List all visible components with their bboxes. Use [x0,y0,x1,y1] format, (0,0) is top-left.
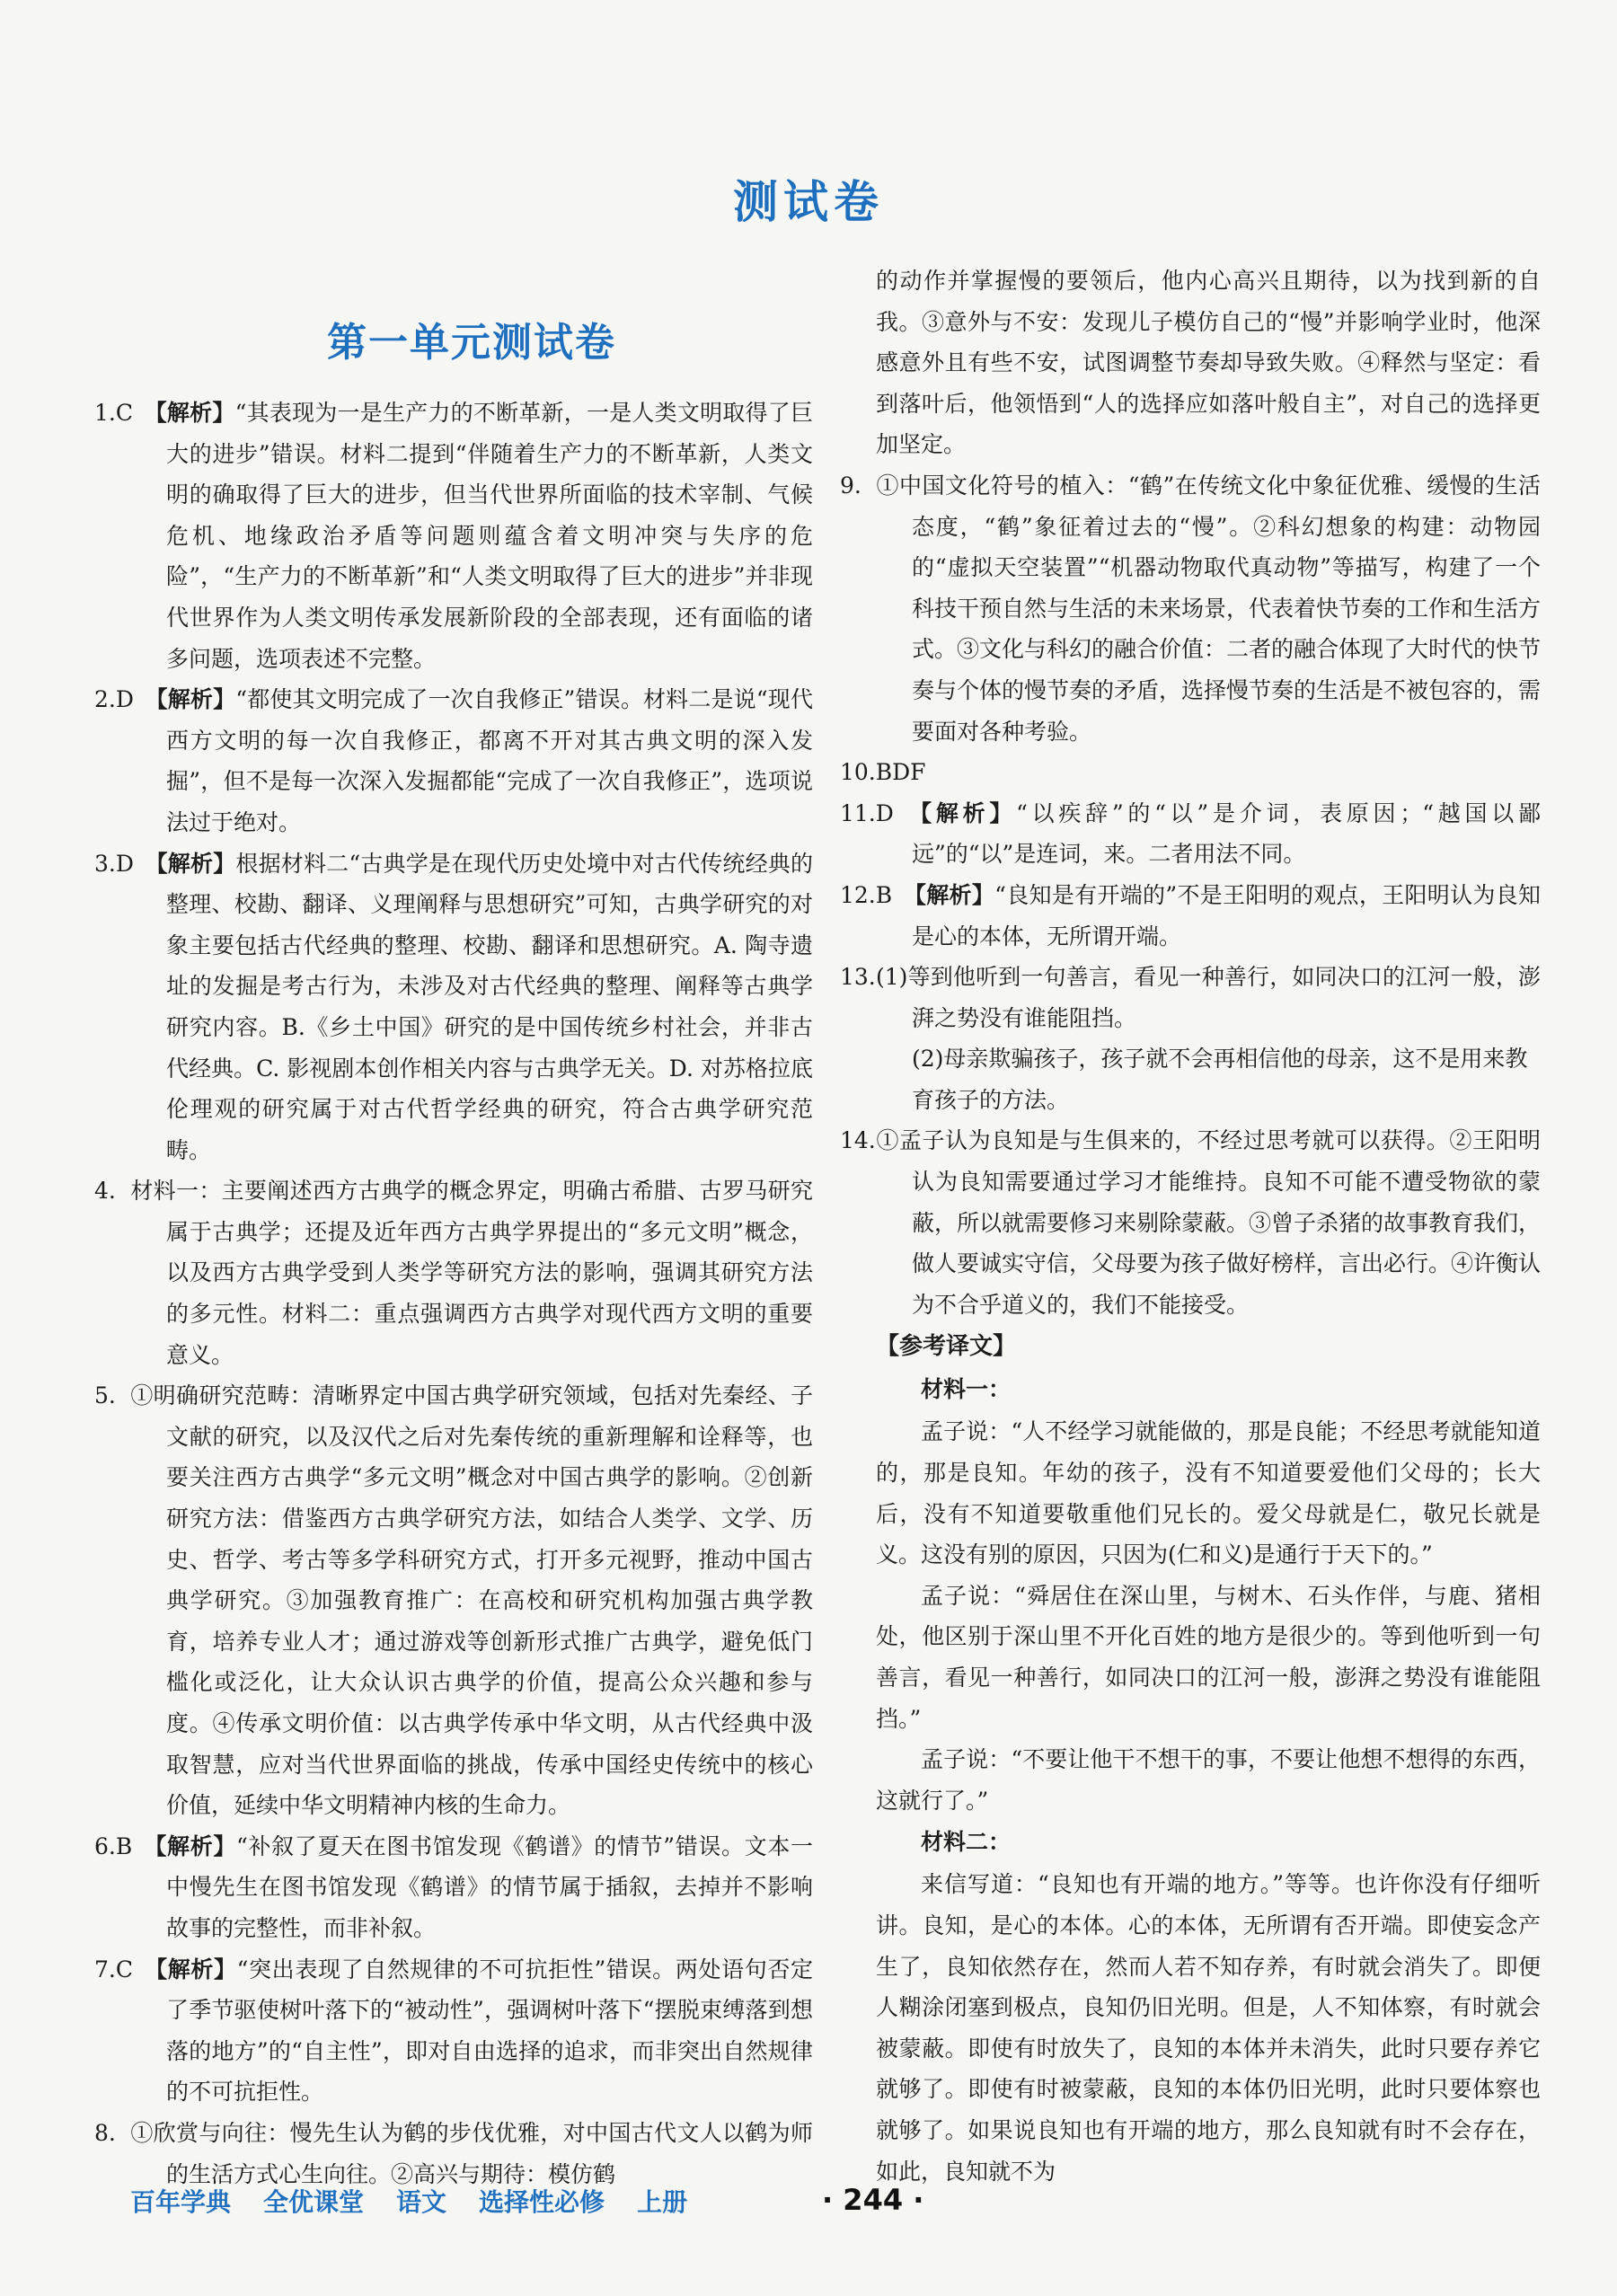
analysis-tag: 【解析】 [903,881,995,908]
answer-item: 8. ①欣赏与向往：慢先生认为鹤的步伐优雅，对中国古代文人以鹤为师的生活方式心生向往。②高兴与期待：模仿鹤 [94,2119,813,2187]
answer-text: ①中国文化符号的植入：“鹤”在传统文化中象征优雅、缓慢的生活态度，“鹤”象征着过去的“慢”。②科幻想象的构建：动物园的“虚拟天空装置”“机器动物取代真动物”等描写，构建了一个科技干预自然与生活的未来场景，代表着快节奏的工作和生活方式。③文化与科幻的融合价值：二者的融合体现了大时代的快节奏与个体的慢节奏的矛盾，选择慢节奏的生活是不被包容的，需要面对各种考验。 [876,472,1542,745]
answer-number: 3.D [94,850,146,877]
reference-title: 【参考译文】 [876,1333,1017,1361]
answer-text: 材料一：主要阐述西方古典学的概念界定，明确古希腊、古罗马研究属于古典学；还提及近年西方古典学界提出的“多元文明”概念，以及西方古典学受到人类学等研究方法的影响，强调其研究方法的多元性。材料二：重点强调西方古典学对现代西方文明的重要意义。 [130,1178,813,1368]
answer-number: 11.D [840,799,906,826]
analysis-tag: 【解析】 [905,799,1017,826]
answer-item: 13.(1)等到他听到一句善言，看见一种善行，如同决口的江河一般，澎湃之势没有谁能阻挡。 [840,964,1541,1031]
analysis-tag: 【解析】 [144,1956,237,1983]
answer-item [840,875,1541,957]
answer-item: 5. ①明确研究范畴：清晰界定中国古典学研究领域，包括对先秦经、子文献的研究，以及汉代之后对先秦传统的重新理解和诠释等，也要关注西方古典学“多元文明”概念对中国古典学的影响。②创新研究方法：借鉴西方古典学研究方法，如结合人类学、文学、历史、哲学、考古等多学科研究方式，打开多元视野，推动中国古典学研究。③加强教育推广：在高校和研究机构加强古典学教育，培养专业人才；通过游戏等创新形式推广古典学，避免低门槛化或泛化，让大众认识古典学的价值，提高公众兴趣和参与度。④传承文明价值：以古典学传承中华文明，从古代经典中汲取智慧，应对当代世界面临的挑战，传承中国经史传统中的核心价值，延续中华文明精神内核的生命力。 [94,1382,813,1819]
left-column [94,261,813,2194]
answer-text: 根据材料二“古典学是在现代历史处境中对古代传统经典的整理、校勘、翻译、义理阐释与思想研究”可知，古典学研究的对象主要包括古代经典的整理、校勘、翻译和思想研究。A. 陶寺遗址的发掘是考古行为，未涉及对古代经典的整理、阐释等古典学研究内容。B.《乡土中国》研究的是中国传统乡村社会，并非古代经典。C. 影视剧本创作相关内容与古典学无关。D. 对苏格拉底伦理观的研究属于对古代哲学经典的研究，符合古典学研究范畴。 [166,850,813,1163]
answer-text: “补叙了夏天在图书馆发现《鹤谱》的情节”错误。文本一中慢先生在图书馆发现《鹤谱》的情节属于插叙，去掉并不影响故事的完整性，而非补叙。 [166,1832,813,1941]
answer-number: 1.C [94,400,145,426]
series-label: 全优课堂 [263,2187,365,2217]
material2-label: 材料二： [921,1829,1012,1856]
footer [130,2183,1532,2219]
answer-text: “以疾辞”的“以”是介词，表原因；“越国以鄙远”的“以”是连词，来。二者用法不同。 [912,799,1541,868]
analysis-tag: 【解析】 [143,1832,237,1859]
answer-number: 2.D [94,686,146,713]
answer-number: 10.BDF [840,759,926,786]
answer-text: (2)母亲欺骗孩子，孩子就不会再相信他的母亲，这不是用来教育孩子的方法。 [912,1046,1528,1113]
answer-item [840,752,1541,793]
answer-text: ①欣赏与向往：慢先生认为鹤的步伐优雅，对中国古代文人以鹤为师的生活方式心生向往。②高兴与期待：模仿鹤 [130,2119,813,2187]
material1-text [876,1411,1541,1821]
answer-item [876,261,1541,465]
analysis-tag: 【解析】 [145,686,236,713]
material2-text [876,1864,1541,2192]
analysis-tag: 【解析】 [145,850,236,877]
book-series [130,2183,720,2219]
answer-item: 9. ①中国文化符号的植入：“鹤”在传统文化中象征优雅、缓慢的生活态度，“鹤”象征着过去的“慢”。②科幻想象的构建：动物园的“虚拟天空装置”“机器动物取代真动物”等描写，构建了一个科技干预自然与生活的未来场景，代表着快节奏的工作和生活方式。③文化与科幻的融合价值：二者的融合体现了大时代的快节奏与个体的慢节奏的矛盾，选择慢节奏的生活是不被包容的，需要面对各种考验。 [840,472,1542,745]
answer-text: “都使其文明完成了一次自我修正”错误。材料二是说“现代西方文明的每一次自我修正，都离不开对其古典文明的深入发掘”，但不是每一次深入发掘都能“完成了一次自我修正”，选项说法过于绝对。 [166,686,813,835]
series-label: 上册 [637,2187,688,2217]
answer-text: 的动作并掌握慢的要领后，他内心高兴且期待，以为找到新的自我。③意外与不安：发现儿子模仿自己的“慢”并影响学业时，他深感意外且有些不安，试图调整节奏却导致失败。④释然与坚定：看到落叶后，他领悟到“人的选择应如落叶般自主”，对自己的选择更加坚定。 [876,268,1541,458]
translation-paragraph: 来信写道：“良知也有开端的地方。”等等。也许你没有仔细听讲。良知，是心的本体。心的本体，无所谓有否开端。即使妄念产生了，良知依然存在，然而人若不知存养，有时就会消失了。即便人糊涂闭塞到极点，良知仍旧光明。但是，人不知体察，有时就会被蒙蔽。即使有时放失了，良知的本体并未消失，此时只要存养它就够了。即使有时被蒙蔽，良知的本体仍旧光明，此时只要体察也就够了。如果说良知也有开端的地方，那么良知就有时不会存在，如此，良知就不为 [876,1871,1541,2185]
series-label: 语文 [396,2187,447,2217]
right-answer-list [840,261,1542,1325]
answer-item [876,1038,1541,1120]
answer-text: “良知是有开端的”不是王阳明的观点，王阳明认为良知是心的本体，无所谓开端。 [912,881,1541,949]
answer-text: ①明确研究范畴：清晰界定中国古典学研究领域，包括对先秦经、子文献的研究，以及汉代之后对先秦传统的重新理解和诠释等，也要关注西方古典学“多元文明”概念对中国古典学的影响。②创新研究方法：借鉴西方古典学研究方法，如结合人类学、文学、历史、哲学、考古等多学科研究方式，打开多元视野，推动中国古典学研究。③加强教育推广：在高校和研究机构加强古典学教育，培养专业人才；通过游戏等创新形式推广古典学，避免低门槛化或泛化，让大众认识古典学的价值，提高公众兴趣和参与度。④传承文明价值：以古典学传承中华文明，从古代经典中汲取智慧，应对当代世界面临的挑战，传承中国经史传统中的核心价值，延续中华文明精神内核的生命力。 [130,1382,813,1819]
answer-text: “突出表现了自然规律的不可抗拒性”错误。两处语句否定了季节驱使树叶落下的“被动性”，强调树叶落下“摆脱束缚落到想落的地方”的“自主性”，即对自由选择的追求，而非突出自然规律的不可抗拒性。 [166,1956,813,2106]
answer-number: 7.C [94,1956,145,1983]
page-title: 测试卷 [733,176,884,228]
answer-item [94,1949,813,2113]
left-answer-list [94,393,813,2194]
answer-number: 12.B [840,881,904,908]
translation-paragraph: 孟子说：“不要让他干不想干的事，不要让他想不想得的东西，这就行了。” [876,1746,1541,1814]
answer-item [94,1826,813,1949]
answer-item [94,679,813,843]
answer-number: 6.B [94,1832,144,1859]
material1-label: 材料一： [921,1376,1012,1403]
translation-paragraph: 孟子说：“人不经学习就能做的，那是良能；不经思考就能知道的，那是良知。年幼的孩子，没有不知道要爱他们父母的；长大后，没有不知道要敬重他们兄长的。爱父母就是仁，敬兄长就是义。这没有别的原因，只因为(仁和义)是通行于天下的。” [876,1418,1541,1568]
answer-text: ①孟子认为良知是与生俱来的，不经过思考就可以获得。②王阳明认为良知需要通过学习才能维持。良知不可能不遭受物欲的蒙蔽，所以就需要修习来剔除蒙蔽。③曾子杀猪的故事教育我们，做人要诚实守信，父母要为孩子做好榜样，言出必行。④许衡认为不合乎道义的，我们不能接受。 [876,1127,1542,1318]
right-column [840,261,1542,2192]
answer-item [94,393,813,679]
page-number: · 244 · [822,2183,924,2217]
answer-item: 4. 材料一：主要阐述西方古典学的概念界定，明确古希腊、古罗马研究属于古典学；还提及近年西方古典学界提出的“多元文明”概念，以及西方古典学受到人类学等研究方法的影响，强调其研究方法的多元性。材料二：重点强调西方古典学对现代西方文明的重要意义。 [94,1178,813,1368]
answer-item [94,843,813,1171]
answer-item [840,793,1541,875]
analysis-tag: 【解析】 [144,400,235,426]
series-label: 选择性必修 [479,2187,605,2217]
series-label: 百年学典 [130,2187,232,2217]
section-title: 第一单元测试卷 [327,320,616,366]
answer-text: “其表现为一是生产力的不断革新，一是人类文明取得了巨大的进步”错误。材料二提到“伴随着生产力的不断革新，人类文明的确取得了巨大的进步，但当代世界所面临的技术宰制、气候危机、地缘政治矛盾等问题则蕴含着文明冲突与失序的危险”，“生产力的不断革新”和“人类文明取得了巨大的进步”并非现代世界作为人类文明传承发展新阶段的全部表现，还有面临的诸多问题，选项表述不完整。 [166,400,813,672]
answer-item: 14.①孟子认为良知是与生俱来的，不经过思考就可以获得。②王阳明认为良知需要通过学习才能维持。良知不可能不遭受物欲的蒙蔽，所以就需要修习来剔除蒙蔽。③曾子杀猪的故事教育我们，做人要诚实守信，父母要为孩子做好榜样，言出必行。④许衡认为不合乎道义的，我们不能接受。 [840,1127,1542,1318]
translation-paragraph: 孟子说：“舜居住在深山里，与树木、石头作伴，与鹿、猪相处，他区别于深山里不开化百姓的地方是很少的。等到他听到一句善言，看见一种善行，如同决口的江河一般，澎湃之势没有谁能阻挡。” [876,1582,1541,1732]
answer-text: (1)等到他听到一句善言，看见一种善行，如同决口的江河一般，澎湃之势没有谁能阻挡。 [876,964,1541,1031]
